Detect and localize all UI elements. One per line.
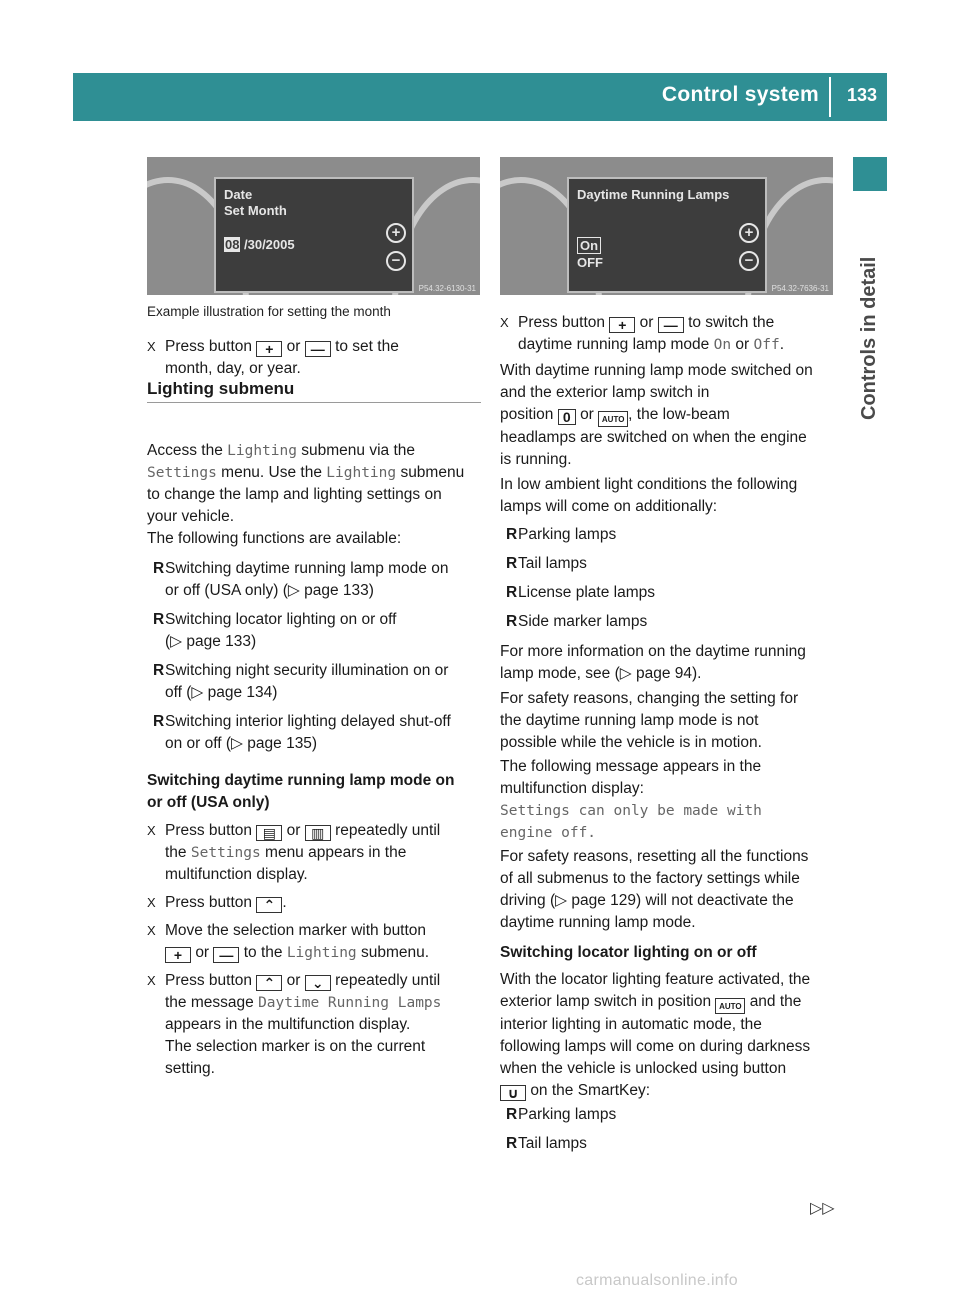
text: With the locator lighting feature activated, the <box>500 971 811 988</box>
text: on the SmartKey: <box>530 1082 651 1099</box>
step-text: . <box>779 336 784 353</box>
display-term: Lighting <box>227 443 297 459</box>
list-item <box>147 711 483 762</box>
locator-lamp-list <box>500 1104 840 1162</box>
side-tab-marker <box>853 157 887 191</box>
step-text: Press button <box>165 338 253 355</box>
display-term: Lighting <box>286 945 357 961</box>
header-divider <box>829 77 831 117</box>
step-item <box>147 820 483 892</box>
bullet-icon: R <box>153 560 165 577</box>
bullet-icon: R <box>153 713 165 730</box>
text: Access the <box>147 442 223 459</box>
list-item <box>147 660 483 711</box>
heading-line: or off (USA only) <box>147 794 270 811</box>
figure-caption: Example illustration for setting the month <box>147 304 391 319</box>
text: and the exterior lamp switch in <box>500 384 710 401</box>
text: exterior lamp switch in position <box>500 993 712 1010</box>
list-item-text: Switching night security illumination on or <box>165 662 449 679</box>
section-rule <box>147 402 481 403</box>
text: or <box>580 406 594 423</box>
plus-icon: + <box>739 223 759 243</box>
step-item <box>147 970 483 1080</box>
plus-button-icon: + <box>256 341 282 357</box>
lamp-list <box>500 524 840 640</box>
text: and the <box>749 993 802 1010</box>
switch-position-auto-icon: AUTO <box>715 998 745 1014</box>
display-screen <box>214 177 414 293</box>
arrow-up-button-icon: ⌃ <box>256 975 282 991</box>
step-arrow-icon: X <box>147 973 156 988</box>
display-month-highlight: 08 <box>225 237 240 252</box>
text: menu. Use the <box>221 464 322 481</box>
list-item-text: Switching locator lighting on or off <box>165 611 397 628</box>
minus-icon: − <box>386 251 406 271</box>
list-item-text: Switching daytime running lamp mode on <box>165 560 449 577</box>
step-text: the message <box>165 994 254 1011</box>
functions-intro: The following functions are available: <box>147 530 402 547</box>
paragraph-reset <box>500 846 840 934</box>
continue-icon: ▷▷ <box>810 1200 835 1217</box>
list-item-text: off (▷ page 134) <box>165 684 278 701</box>
list-item-text: Parking lamps <box>518 1106 617 1123</box>
display-option-off: OFF <box>577 255 603 270</box>
bullet-icon: R <box>153 611 165 628</box>
minus-button-icon: — <box>658 317 684 333</box>
list-item <box>500 524 840 553</box>
paragraph-more-info <box>500 641 840 685</box>
step-text: appears in the multifunction display. <box>165 1016 411 1033</box>
text: submenu <box>400 464 465 481</box>
text: The following message appears in the <box>500 758 762 775</box>
function-list <box>147 558 483 762</box>
list-item <box>500 611 840 640</box>
step-text: daytime running lamp mode <box>518 336 710 353</box>
paragraph-ambient <box>500 474 840 518</box>
list-item <box>147 609 483 660</box>
text: , the low-beam <box>628 406 730 423</box>
list-item-text: Side marker lamps <box>518 613 648 630</box>
text: daytime running lamp mode. <box>500 914 696 931</box>
list-item-text: Tail lamps <box>518 555 587 572</box>
step-text: to switch the <box>688 314 775 331</box>
display-button-alt-icon: ▥ <box>305 825 331 841</box>
step-text: Press button <box>165 972 253 989</box>
figure-code: P54.32-7636-31 <box>771 284 829 293</box>
switch-position-zero-icon: 0 <box>558 409 576 425</box>
text: your vehicle. <box>147 508 235 525</box>
subsection-heading <box>147 770 454 814</box>
text: headlamps are switched on when the engine <box>500 429 807 446</box>
display-term: Lighting <box>326 465 397 481</box>
display-term: Settings <box>190 845 261 861</box>
text: For safety reasons, changing the setting for <box>500 690 799 707</box>
text: multifunction display: <box>500 780 644 797</box>
step-item <box>147 920 483 970</box>
display-option-on: On <box>577 237 601 254</box>
text: interior lighting in automatic mode, the <box>500 1016 762 1033</box>
paragraph-daytime <box>500 360 840 471</box>
side-tab <box>855 190 885 420</box>
text: is running. <box>500 451 572 468</box>
list-item <box>500 582 840 611</box>
side-tab-label: Controls in detail <box>858 256 880 420</box>
text: of all submenus to the factory settings while <box>500 870 800 887</box>
step-text: The selection marker is on the current <box>165 1038 426 1055</box>
list-item-text: License plate lamps <box>518 584 655 601</box>
minus-icon: − <box>739 251 759 271</box>
display-date: /30/2005 <box>244 237 295 252</box>
step-text: Press button <box>165 894 253 911</box>
step-text: Press button <box>518 314 606 331</box>
steps-list <box>147 820 483 1080</box>
list-item-text: (▷ page 133) <box>165 633 257 650</box>
paragraph-locator <box>500 969 840 1102</box>
step-text: or <box>735 336 750 353</box>
text: driving (▷ page 129) will not deactivate the <box>500 892 794 909</box>
step-set-month <box>147 336 483 380</box>
watermark: carmanualsonline.info <box>576 1272 738 1289</box>
plus-button-icon: + <box>165 947 191 963</box>
display-term: Daytime Running Lamps <box>258 995 442 1011</box>
text: position <box>500 406 554 423</box>
step-text: repeatedly until <box>335 972 441 989</box>
section-heading: Lighting submenu <box>147 379 295 398</box>
list-item-text: on or off (▷ page 135) <box>165 735 318 752</box>
bullet-icon: R <box>506 584 518 601</box>
step-text: or <box>286 338 301 355</box>
display-button-icon: ▤ <box>256 825 282 841</box>
illustration-set-month <box>147 157 480 295</box>
arrow-up-button-icon: ⌃ <box>256 897 282 913</box>
text: lamps will come on additionally: <box>500 498 718 515</box>
display-line-1: Date <box>224 187 253 202</box>
text: In low ambient light conditions the following <box>500 476 798 493</box>
plus-icon: + <box>386 223 406 243</box>
list-item-text: or off (USA only) (▷ page 133) <box>165 582 374 599</box>
step-text: the <box>165 844 187 861</box>
step-arrow-icon: X <box>500 315 509 330</box>
list-item <box>500 1104 840 1133</box>
minus-button-icon: — <box>305 341 331 357</box>
bullet-icon: R <box>506 1106 518 1123</box>
bullet-icon: R <box>506 526 518 543</box>
display-term: On <box>713 337 732 353</box>
unlock-button-icon: ∪ <box>500 1085 526 1101</box>
section-title: Control system <box>661 83 819 106</box>
step-text: submenu. <box>360 944 430 961</box>
step-text: Press button <box>165 822 253 839</box>
step-arrow-icon: X <box>147 823 156 838</box>
text: when the vehicle is unlocked using button <box>500 1060 787 1077</box>
display-line-1: Daytime Running Lamps <box>577 187 730 202</box>
display-message: engine off. <box>500 825 597 841</box>
step-arrow-icon: X <box>147 923 156 938</box>
bullet-icon: R <box>153 662 165 679</box>
list-item <box>500 1133 840 1162</box>
display-term: Off <box>753 337 780 353</box>
step-arrow-icon: X <box>147 895 156 910</box>
header-bar <box>73 73 887 121</box>
display-line-2: Set Month <box>224 203 287 218</box>
paragraph-message <box>500 756 840 844</box>
text: possible while the vehicle is in motion. <box>500 734 762 751</box>
list-item-text: Tail lamps <box>518 1135 587 1152</box>
step-text: month, day, or year. <box>165 360 301 377</box>
display-screen <box>567 177 767 293</box>
step-text: Move the selection marker with button <box>165 922 427 939</box>
step-switch-mode <box>500 312 840 356</box>
intro-paragraph <box>147 440 483 528</box>
list-item-text: Switching interior lighting delayed shut-off <box>165 713 451 730</box>
list-item <box>500 553 840 582</box>
step-text: setting. <box>165 1060 215 1077</box>
step-item <box>147 892 483 920</box>
plus-button-icon: + <box>609 317 635 333</box>
bullet-icon: R <box>506 555 518 572</box>
list-item <box>147 558 483 609</box>
heading-line: Switching daytime running lamp mode on <box>147 772 455 789</box>
step-text: repeatedly until <box>335 822 441 839</box>
display-message: Settings can only be made with <box>500 803 762 819</box>
switch-position-auto-icon: AUTO <box>598 411 628 427</box>
step-text: to the <box>243 944 283 961</box>
step-text: or <box>286 972 301 989</box>
text: the daytime running lamp mode is not <box>500 712 759 729</box>
step-text: . <box>282 894 287 911</box>
minus-button-icon: — <box>213 947 239 963</box>
text: lamp mode, see (▷ page 94). <box>500 665 702 682</box>
step-text: or <box>195 944 210 961</box>
bullet-icon: R <box>506 613 518 630</box>
step-text: or <box>286 822 301 839</box>
step-text: multifunction display. <box>165 866 308 883</box>
subsection-heading: Switching locator lighting on or off <box>500 944 757 961</box>
text: For safety reasons, resetting all the functions <box>500 848 809 865</box>
figure-code: P54.32-6130-31 <box>418 284 476 293</box>
arrow-down-button-icon: ⌄ <box>305 975 331 991</box>
text: submenu via the <box>301 442 416 459</box>
display-term: Settings <box>147 465 217 481</box>
illustration-daytime-running-lamps <box>500 157 833 295</box>
step-arrow-icon: X <box>147 339 156 354</box>
paragraph-safety <box>500 688 840 754</box>
step-text: menu appears in the <box>265 844 407 861</box>
text: For more information on the daytime running <box>500 643 806 660</box>
text: following lamps will come on during darkness <box>500 1038 811 1055</box>
step-text: or <box>639 314 654 331</box>
page-number: 133 <box>846 85 877 105</box>
text: With daytime running lamp mode switched on <box>500 362 813 379</box>
list-item-text: Parking lamps <box>518 526 617 543</box>
text: to change the lamp and lighting settings on <box>147 486 442 503</box>
step-text: to set the <box>335 338 399 355</box>
bullet-icon: R <box>506 1135 518 1152</box>
